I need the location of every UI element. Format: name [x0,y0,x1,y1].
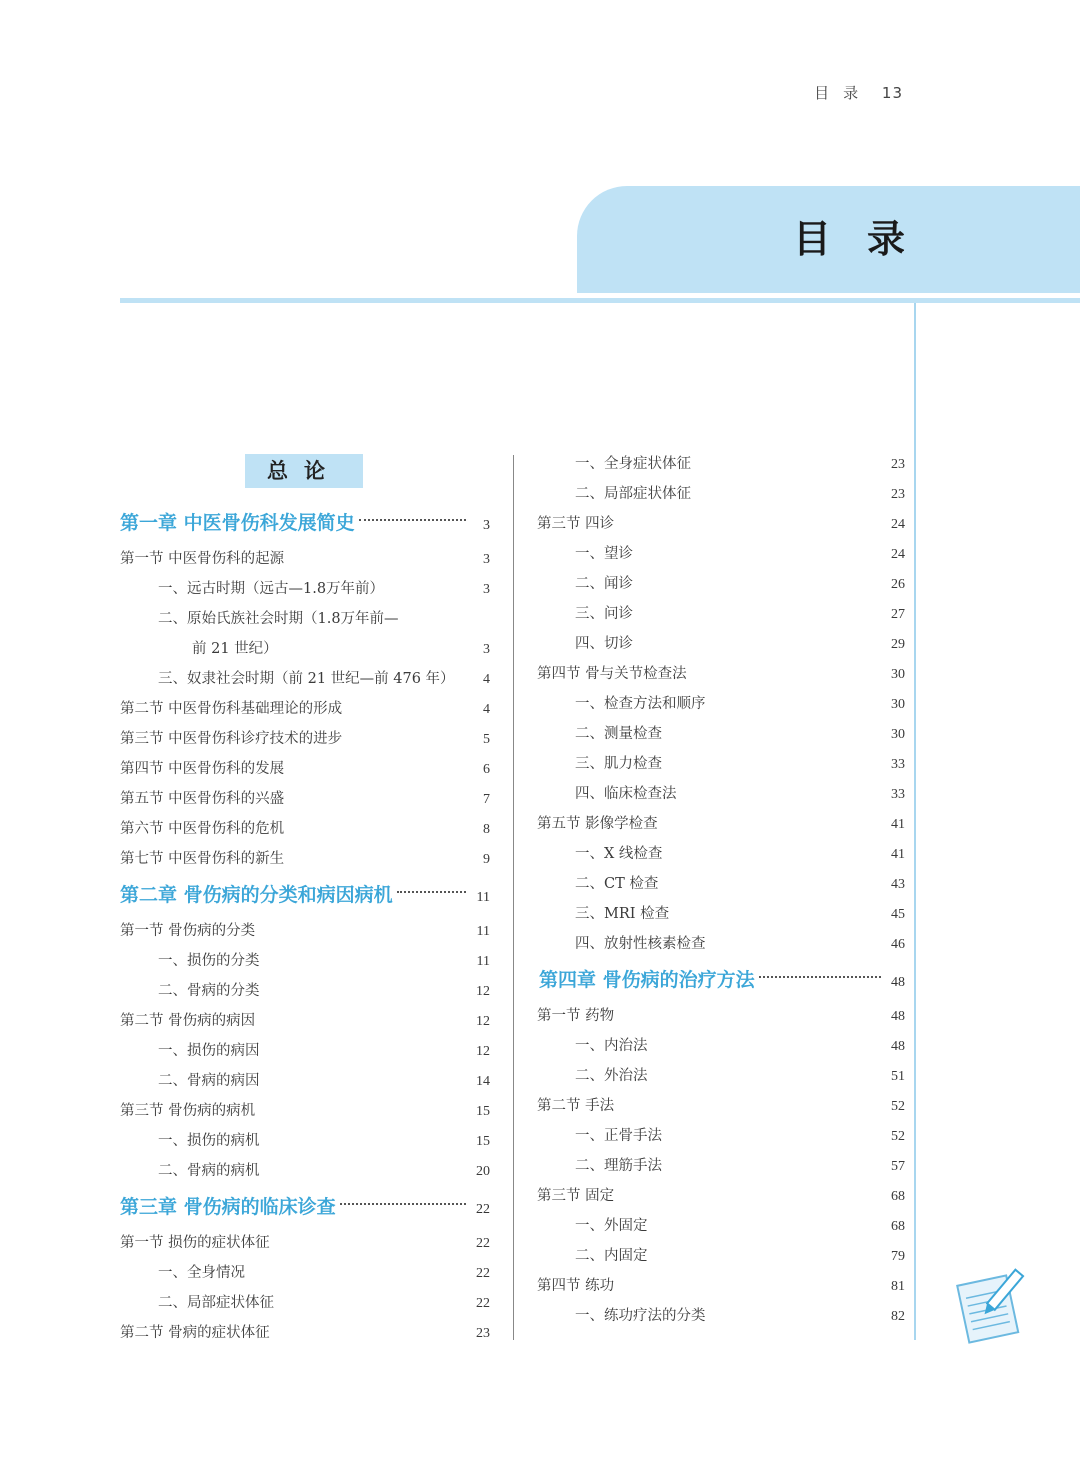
toc-page-number: 11 [476,890,490,905]
toc-entry[interactable] [537,1241,905,1271]
toc-entry[interactable] [537,1121,905,1151]
toc-leader [759,975,881,978]
toc-page-number: 5 [483,732,490,747]
toc-entry-title: 第五节 中医骨伤科的兴盛 [120,791,285,807]
toc-page-number: 45 [891,907,905,922]
toc-left-column [120,502,490,1348]
toc-entry[interactable] [537,839,905,869]
toc-entry[interactable] [537,599,905,629]
toc-page-number: 30 [891,697,905,712]
toc-page-number: 33 [891,787,905,802]
toc-entry-title: 第四节 中医骨伤科的发展 [120,761,285,777]
toc-entry-title: 四、放射性核素检查 [575,936,706,952]
toc-entry[interactable] [120,1126,490,1156]
toc-entry[interactable] [537,659,905,689]
toc-entry[interactable] [537,479,905,509]
toc-entry-title: 二、骨病的病因 [158,1073,260,1089]
toc-entry-title: 第四章 骨伤病的治疗方法 [539,969,755,991]
toc-entry-title: 一、外固定 [575,1218,648,1234]
toc-chapter[interactable] [120,1189,490,1225]
toc-page-number: 3 [483,582,490,597]
toc-page-number: 27 [891,607,905,622]
toc-entry-title: 第二章 骨伤病的分类和病因病机 [120,884,393,906]
toc-entry-title: 二、理筋手法 [575,1158,662,1174]
toc-entry-title: 二、局部症状体征 [158,1295,274,1311]
toc-page-number: 7 [483,792,490,807]
toc-entry[interactable] [120,1036,490,1066]
toc-chapter[interactable] [120,877,490,913]
toc-entry-title: 四、临床检查法 [575,786,677,802]
toc-entry[interactable] [120,946,490,976]
toc-entry-title: 第四节 练功 [537,1278,615,1294]
toc-entry-title: 第一节 中医骨伤科的起源 [120,551,285,567]
toc-entry-title: 一、望诊 [575,546,633,562]
toc-entry-title: 第二节 骨病的症状体征 [120,1325,270,1341]
toc-page-number: 15 [476,1134,490,1149]
toc-entry[interactable] [120,1318,490,1348]
toc-entry-title: 二、局部症状体征 [575,486,691,502]
toc-entry[interactable] [120,544,490,574]
toc-page-number: 8 [483,822,490,837]
toc-page-number: 22 [476,1202,490,1217]
toc-entry[interactable] [537,539,905,569]
toc-page-number: 24 [891,547,905,562]
toc-right-column [537,449,905,1331]
toc-entry-title: 第二节 中医骨伤科基础理论的形成 [120,701,343,717]
toc-page-number: 51 [891,1069,905,1084]
toc-page-number: 11 [476,954,490,969]
toc-entry[interactable] [120,1066,490,1096]
toc-entry[interactable] [537,449,905,479]
toc-entry[interactable] [537,899,905,929]
toc-page-number: 23 [476,1326,490,1341]
toc-entry[interactable] [120,916,490,946]
toc-entry-title: 第四节 骨与关节检查法 [537,666,687,682]
toc-page-number: 68 [891,1189,905,1204]
toc-chapter[interactable] [537,962,905,998]
toc-page-number: 41 [891,847,905,862]
toc-entry[interactable] [537,629,905,659]
toc-page-number: 15 [476,1104,490,1119]
toc-page-number: 82 [891,1309,905,1324]
toc-entry-title: 第五节 影像学检查 [537,816,658,832]
toc-entry[interactable] [537,1031,905,1061]
toc-entry[interactable] [120,724,490,754]
toc-page-number: 3 [483,552,490,567]
toc-page-number: 46 [891,937,905,952]
toc-entry[interactable] [537,1181,905,1211]
toc-page-number: 43 [891,877,905,892]
toc-page-number: 48 [891,1039,905,1054]
toc-page-number: 52 [891,1129,905,1144]
toc-entry[interactable] [537,1211,905,1241]
toc-entry-title: 第三节 中医骨伤科诊疗技术的进步 [120,731,343,747]
toc-page-number: 12 [476,1044,490,1059]
toc-page-number: 81 [891,1279,905,1294]
toc-entry[interactable] [120,1006,490,1036]
toc-page-number: 33 [891,757,905,772]
toc-entry[interactable] [120,784,490,814]
toc-page-number: 3 [483,642,490,657]
running-head-label: 目录 [814,84,873,102]
toc-page-number: 22 [476,1266,490,1281]
toc-entry[interactable] [120,844,490,874]
toc-page-number: 23 [891,457,905,472]
toc-entry-title: 一、练功疗法的分类 [575,1308,706,1324]
toc-entry[interactable] [120,754,490,784]
toc-entry-title: 二、骨病的病机 [158,1163,260,1179]
toc-page-number: 3 [483,518,490,533]
toc-entry[interactable] [537,1061,905,1091]
toc-entry-title: 三、肌力检查 [575,756,662,772]
toc-page-number: 4 [483,672,490,687]
toc-entry-title: 四、切诊 [575,636,633,652]
toc-entry[interactable] [120,604,490,634]
toc-page-number: 41 [891,817,905,832]
toc-entry[interactable] [537,719,905,749]
section-badge: 总论 [245,454,363,488]
toc-page-number: 20 [476,1164,490,1179]
toc-entry[interactable] [537,1001,905,1031]
toc-leader [340,1202,466,1205]
toc-page-number: 29 [891,637,905,652]
toc-entry[interactable] [120,1228,490,1258]
notebook-pencil-icon [952,1265,1032,1345]
running-head [814,82,903,103]
toc-entry-title: 二、测量检查 [575,726,662,742]
toc-page-number: 26 [891,577,905,592]
toc-entry[interactable] [537,1301,905,1331]
toc-page-number: 48 [891,1009,905,1024]
toc-entry-title: 第二节 骨伤病的病因 [120,1013,256,1029]
toc-page-number: 68 [891,1219,905,1234]
toc-leader [359,518,466,521]
toc-page-number: 79 [891,1249,905,1264]
toc-page-number: 11 [476,924,490,939]
toc-entry[interactable] [537,749,905,779]
toc-entry[interactable] [537,929,905,959]
toc-entry-title: 二、原始氏族社会时期（1.8万年前— [158,611,399,627]
toc-entry[interactable] [120,1156,490,1186]
page-title: 目录 [792,217,941,261]
toc-entry-title: 前 21 世纪） [192,641,278,657]
toc-entry-title: 第三节 骨伤病的病机 [120,1103,256,1119]
toc-entry-title: 二、内固定 [575,1248,648,1264]
toc-page-number: 23 [891,487,905,502]
toc-entry-title: 三、问诊 [575,606,633,622]
toc-page-number: 30 [891,727,905,742]
toc-entry-title: 二、骨病的分类 [158,983,260,999]
toc-page-number: 12 [476,984,490,999]
header-rule [120,298,1080,303]
toc-entry-title: 三、MRI 检查 [575,906,670,922]
toc-entry-title: 一、正骨手法 [575,1128,662,1144]
toc-entry-title: 第三节 四诊 [537,516,615,532]
toc-entry[interactable] [537,869,905,899]
toc-page-number: 48 [891,975,905,990]
toc-entry-title: 第七节 中医骨伤科的新生 [120,851,285,867]
toc-entry-title: 一、检查方法和顺序 [575,696,706,712]
toc-entry[interactable] [120,664,490,694]
toc-page-number: 14 [476,1074,490,1089]
toc-chapter[interactable] [120,505,490,541]
toc-entry[interactable] [120,814,490,844]
toc-entry[interactable] [120,976,490,1006]
running-head-page: 13 [881,84,903,102]
toc-entry-title: 第三章 骨伤病的临床诊查 [120,1196,336,1218]
toc-leader [397,890,466,893]
toc-entry[interactable] [537,1091,905,1121]
toc-page-number: 6 [483,762,490,777]
toc-entry-title: 二、闻诊 [575,576,633,592]
right-margin-line [914,303,916,1340]
toc-page-number: 4 [483,702,490,717]
toc-entry[interactable] [120,634,490,664]
toc-entry-title: 一、损伤的分类 [158,953,260,969]
toc-entry-title: 第六节 中医骨伤科的危机 [120,821,285,837]
toc-page-number: 12 [476,1014,490,1029]
toc-page-number: 22 [476,1296,490,1311]
toc-entry[interactable] [537,569,905,599]
toc-entry[interactable] [120,1258,490,1288]
toc-entry-title: 第二节 手法 [537,1098,615,1114]
toc-entry[interactable] [537,509,905,539]
toc-entry-title: 第一章 中医骨伤科发展简史 [120,512,355,534]
toc-page-number: 9 [483,852,490,867]
toc-entry-title: 一、远古时期（远古—1.8万年前） [158,581,385,597]
column-divider [513,455,514,1340]
toc-entry[interactable] [120,694,490,724]
toc-entry[interactable] [120,1288,490,1318]
toc-entry-title: 一、内治法 [575,1038,648,1054]
toc-entry-title: 一、损伤的病机 [158,1133,260,1149]
toc-entry-title: 第三节 固定 [537,1188,615,1204]
toc-entry-title: 第一节 骨伤病的分类 [120,923,256,939]
toc-entry[interactable] [537,809,905,839]
toc-entry[interactable] [120,1096,490,1126]
toc-entry-title: 一、全身情况 [158,1265,245,1281]
toc-page-number: 52 [891,1099,905,1114]
toc-entry[interactable] [537,1151,905,1181]
toc-entry-title: 一、损伤的病因 [158,1043,260,1059]
toc-entry[interactable] [537,779,905,809]
toc-entry-title: 三、奴隶社会时期（前 21 世纪—前 476 年） [158,671,455,687]
toc-page-number: 30 [891,667,905,682]
toc-entry[interactable] [120,574,490,604]
toc-entry[interactable] [537,689,905,719]
toc-entry-title: 第一节 药物 [537,1008,615,1024]
toc-entry-title: 第一节 损伤的症状体征 [120,1235,270,1251]
toc-page-number: 22 [476,1236,490,1251]
toc-entry-title: 一、全身症状体征 [575,456,691,472]
toc-entry[interactable] [537,1271,905,1301]
toc-page-number: 24 [891,517,905,532]
toc-entry-title: 二、CT 检查 [575,876,659,892]
toc-entry-title: 二、外治法 [575,1068,648,1084]
toc-entry-title: 一、X 线检查 [575,846,663,862]
toc-page-number: 57 [891,1159,905,1174]
